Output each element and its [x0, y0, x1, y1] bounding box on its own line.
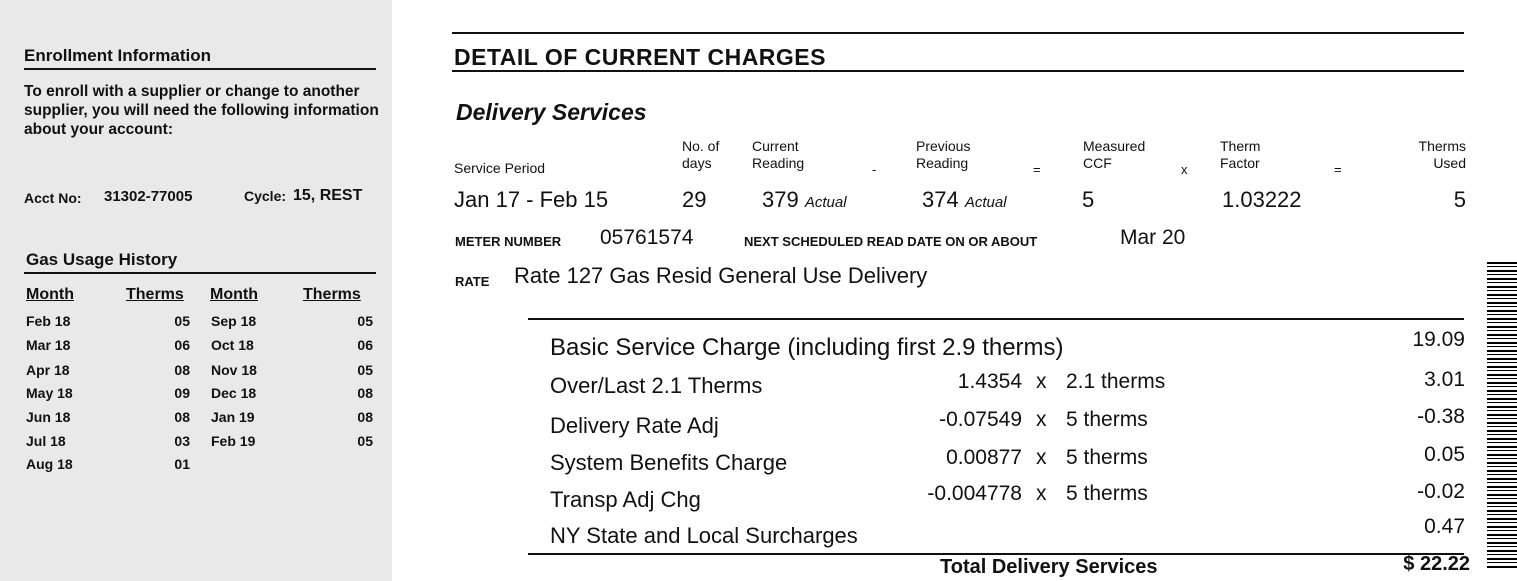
usage-cell: Feb 19: [211, 433, 256, 449]
charge-times: x: [1036, 408, 1047, 431]
header-factor-line2: Factor: [1220, 155, 1260, 171]
charge-quantity: 5 therms: [1066, 408, 1148, 431]
charge-rate: 1.4354: [957, 370, 1022, 393]
charge-amount: 3.01: [1424, 368, 1465, 391]
gas-usage-title: Gas Usage History: [26, 250, 178, 269]
usage-cell: Jul 18: [26, 433, 66, 449]
charge-label: Basic Service Charge (including first 2.9 therms): [550, 334, 1064, 361]
header-current-line1: Current: [752, 138, 799, 154]
charge-amount: 19.09: [1412, 328, 1465, 351]
service-period: Jan 17 - Feb 15: [454, 187, 609, 212]
usage-header-month-2: Month: [210, 286, 258, 303]
charge-times: x: [1036, 482, 1047, 505]
header-days-line2: days: [682, 155, 712, 171]
usage-cell: 06: [174, 337, 190, 353]
usage-cell: 08: [357, 409, 373, 425]
therm-factor: 1.03222: [1222, 187, 1302, 212]
header-measured-line2: CCF: [1083, 155, 1112, 171]
charge-amount: -0.02: [1417, 480, 1465, 503]
charge-rate: 0.00877: [946, 446, 1022, 469]
previous-reading: [922, 187, 1007, 213]
enrollment-text: To enroll with a supplier or change to another supplier, you will need the following information about your account:: [24, 83, 379, 138]
previous-reading-value: 374: [922, 187, 959, 212]
usage-cell: Sep 18: [211, 313, 257, 329]
header-service-period: Service Period: [454, 160, 546, 176]
usage-header-therms-1: Therms: [126, 286, 184, 303]
usage-cell: 08: [174, 362, 190, 378]
operator-dot: -: [872, 162, 877, 177]
meter-number: 05761574: [600, 226, 694, 249]
usage-cell: Apr 18: [26, 362, 70, 378]
header-days: [682, 138, 719, 172]
header-previous-line1: Previous: [916, 138, 971, 154]
account-number-value: 31302-77005: [104, 188, 193, 205]
operator-equals: =: [1033, 162, 1041, 177]
usage-cell: 05: [357, 313, 373, 329]
rate-label: RATE: [455, 274, 490, 289]
meter-number-label: METER NUMBER: [455, 234, 562, 249]
usage-cell: 05: [174, 313, 190, 329]
current-reading-value: 379: [762, 187, 799, 212]
total-label: Total Delivery Services: [940, 556, 1158, 578]
charge-times: x: [1036, 446, 1047, 469]
usage-cell: Oct 18: [211, 337, 254, 353]
divider: [452, 32, 1464, 34]
header-factor-line1: Therm: [1220, 138, 1261, 154]
usage-cell: Mar 18: [26, 337, 71, 353]
charge-amount: 0.05: [1424, 443, 1465, 466]
next-read-date: Mar 20: [1120, 226, 1186, 249]
enrollment-title: Enrollment Information: [24, 46, 211, 65]
divider: [24, 272, 376, 274]
charge-label: System Benefits Charge: [550, 450, 788, 475]
usage-cell: 01: [174, 456, 190, 472]
usage-cell: 05: [357, 362, 373, 378]
usage-cell: May 18: [26, 385, 73, 401]
usage-cell: Jun 18: [26, 409, 71, 425]
therms-used: 5: [1453, 187, 1466, 212]
usage-header-month-1: Month: [26, 286, 74, 303]
usage-cell: 03: [174, 433, 190, 449]
charge-label: NY State and Local Surcharges: [550, 523, 858, 548]
cycle-label: Cycle:: [244, 188, 287, 204]
charge-quantity: 5 therms: [1066, 482, 1148, 505]
charge-quantity: 2.1 therms: [1066, 370, 1166, 393]
divider: [24, 68, 376, 70]
usage-cell: 05: [357, 433, 373, 449]
usage-cell: Jan 19: [211, 409, 255, 425]
usage-cell: 08: [357, 385, 373, 401]
next-read-label: NEXT SCHEDULED READ DATE ON OR ABOUT: [744, 234, 1038, 249]
cycle-value: 15, REST: [293, 187, 363, 204]
header-current-line2: Reading: [752, 155, 805, 171]
header-previous-line2: Reading: [916, 155, 969, 171]
header-used-line2: Used: [1433, 155, 1466, 171]
operator-times: x: [1181, 162, 1188, 177]
usage-cell: 09: [174, 385, 190, 401]
rate-value: Rate 127 Gas Resid General Use Delivery: [514, 263, 928, 288]
account-number-label: Acct No:: [24, 190, 82, 206]
header-therm-factor: [1220, 138, 1260, 172]
charge-label: Over/Last 2.1 Therms: [550, 373, 763, 398]
charge-quantity: 5 therms: [1066, 446, 1148, 469]
charge-amount: -0.38: [1417, 405, 1465, 428]
barcode: [1487, 262, 1517, 568]
service-days: 29: [682, 187, 707, 212]
header-days-line1: No. of: [682, 138, 720, 154]
delivery-services-title: Delivery Services: [456, 99, 647, 125]
operator-equals: =: [1334, 162, 1342, 177]
divider: [452, 70, 1464, 72]
usage-header-therms-2: Therms: [303, 286, 361, 303]
detail-title: DETAIL OF CURRENT CHARGES: [454, 44, 826, 70]
current-reading: [762, 187, 847, 213]
usage-cell: Aug 18: [26, 456, 73, 472]
measured-ccf: 5: [1082, 187, 1095, 212]
charge-times: x: [1036, 370, 1047, 393]
divider: [528, 318, 1464, 320]
usage-cell: Dec 18: [211, 385, 257, 401]
charge-amount: 0.47: [1424, 515, 1465, 538]
total-value: $ 22.22: [1403, 553, 1470, 575]
usage-cell: Nov 18: [211, 362, 257, 378]
header-used-line1: Therms: [1418, 138, 1466, 154]
charge-label: Delivery Rate Adj: [550, 413, 719, 438]
charge-rate: -0.07549: [939, 408, 1022, 431]
enrollment-panel: [0, 0, 392, 581]
header-measured-ccf: [1083, 138, 1145, 172]
usage-cell: Feb 18: [26, 313, 71, 329]
header-measured-line1: Measured: [1083, 138, 1146, 154]
charge-label: Transp Adj Chg: [550, 487, 701, 512]
usage-cell: 06: [357, 337, 373, 353]
current-reading-type: Actual: [804, 194, 847, 211]
header-current-reading: [752, 138, 804, 172]
charge-rate: -0.004778: [927, 482, 1022, 505]
previous-reading-type: Actual: [964, 194, 1007, 211]
divider: [528, 553, 1464, 555]
usage-cell: 08: [174, 409, 190, 425]
header-therms-used: [1380, 138, 1466, 172]
header-previous-reading: [916, 138, 970, 172]
